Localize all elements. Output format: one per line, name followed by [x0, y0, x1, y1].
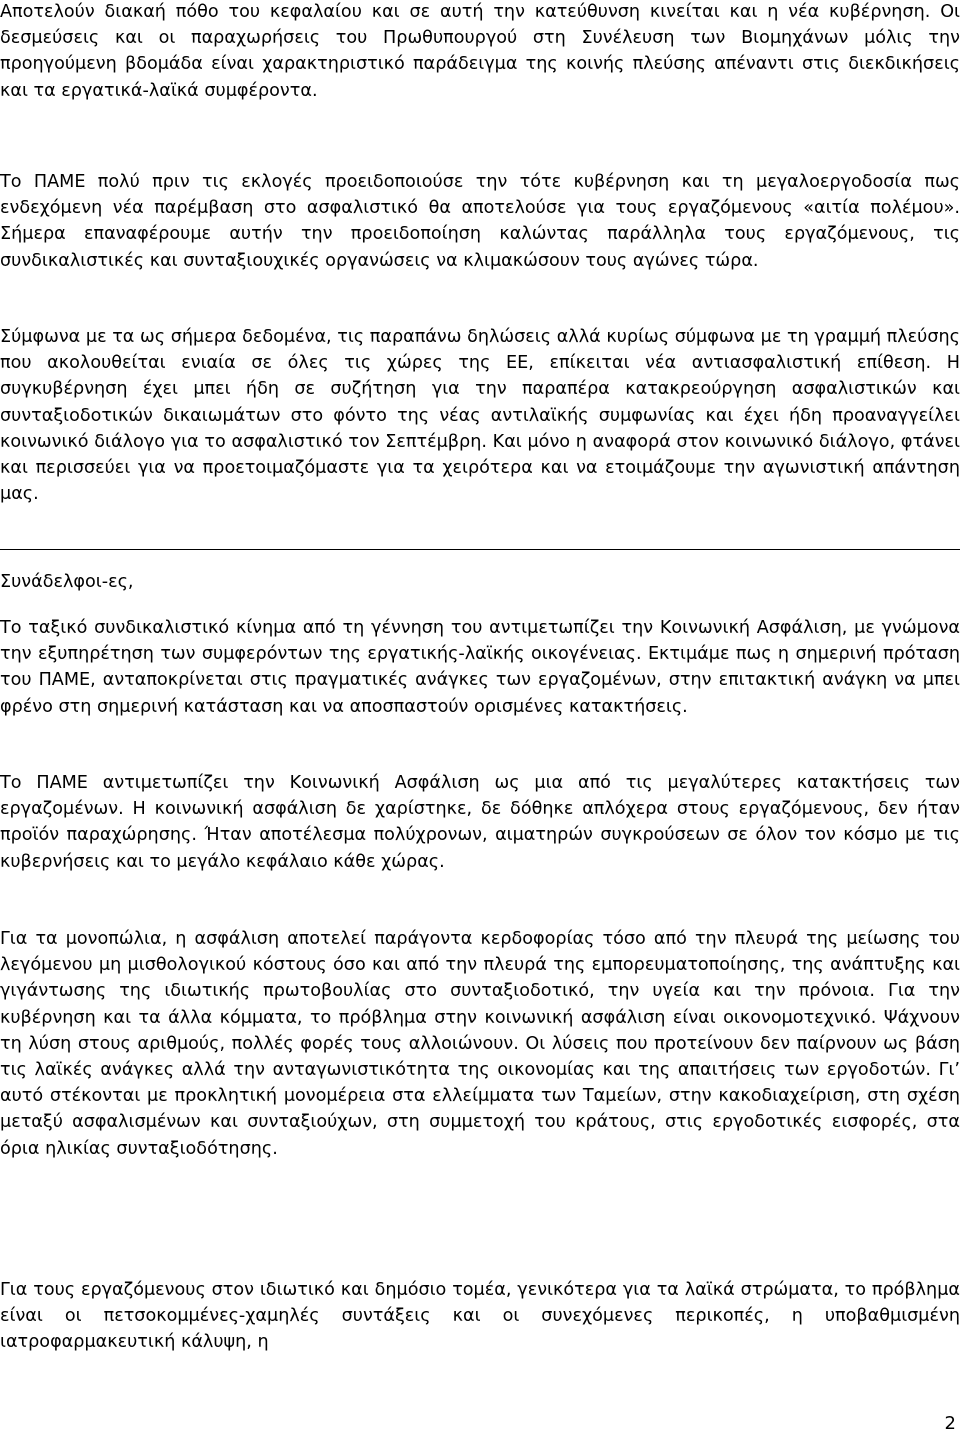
- paragraph-4: Το ταξικό συνδικαλιστικό κίνημα από τη γέννηση του αντιμετωπίζει την Κοινωνική Ασφάλιση, με γνώμονα την εξυπηρέτηση των συμφερόντων της εργατικής-λαϊκής οικογένειας. Εκτιμάμε πως η σημερινή πρόταση του ΠΑΜΕ, ανταποκρίνεται στις πραγματικές ανάγκες των εργαζομένων, στην επιτακτική ανάγκη να μπει φρένο στη σημερινή κατάσταση και να αποσπαστούν ορισμένες κατακτήσεις.: [0, 618, 960, 717]
- paragraph-2: Το ΠΑΜΕ πολύ πριν τις εκλογές προειδοποιούσε την τότε κυβέρνηση και τη μεγαλοεργοδοσία πως ενδεχόμενη νέα παρέμβαση στο ασφαλιστικό θα αποτελούσε για τους εργαζόμενους «αιτία πολέμου». Σήμερα επαναφέρουμε αυτήν την προειδοποίηση καλώντας παράλληλα τους εργαζόμενους, τις συνδικαλιστικές και συνταξιουχικές οργανώσεις να κλιμακώσουν τους αγώνες τώρα.: [0, 172, 960, 271]
- paragraph-1: Αποτελούν διακαή πόθο του κεφαλαίου και σε αυτή την κατεύθυνση κινείται και η νέα κυβέρνηση. Οι δεσμεύσεις και οι παραχωρήσεις του Πρωθυπουργού στη Συνέλευση των Βιομηχάνων μόλις την προηγούμενη βδομάδα είναι χαρακτηριστικό παράδειγμα της κοινής πλεύσης απέναντι στις διεκδικήσεις και τα εργατικά-λαϊκά συμφέροντα.: [0, 2, 960, 101]
- paragraph-5: Το ΠΑΜΕ αντιμετωπίζει την Κοινωνική Ασφάλιση ως μια από τις μεγαλύτερες κατακτήσεις των εργαζομένων. Η κοινωνική ασφάλιση δε χαρίστηκε, δε δόθηκε απλόχερα στους εργαζόμενους, δεν ήταν προϊόν παραχώρησης. Ήταν αποτέλεσμα πολύχρονων, αιματηρών συγκρούσεων σε όλον τον κόσμο με τις κυβερνήσεις και το μεγάλο κεφάλαιο κάθε χώρας.: [0, 773, 960, 872]
- paragraph-6: Για τα μονοπώλια, η ασφάλιση αποτελεί παράγοντα κερδοφορίας τόσο από την πλευρά της μείωσης του λεγόμενου μη μισθολογικού κόστους όσο και από την πλευρά της εμπορευματοποίησης, της ανάπτυξης και γιγάντωσης της ιδιωτικής πρωτοβουλίας στο συνταξιοδοτικό, την υγεία και την πρόνοια. Για την κυβέρνηση και τα άλλα κόμματα, το πρόβλημα στην κοινωνική ασφάλιση είναι οικονομοτεχνικό. Ψάχνουν τη λύση στους αριθμούς, πολλές φορές τους αλλοιώνουν. Οι λύσεις που προτείνουν δεν παίρνουν ως βάση τις λαϊκές ανάγκες αλλά την ανταγωνιστικότητα της οικονομίας και της απαιτήσεις των εργοδοτών. Γι’ αυτό στέκονται με προκλητική μονομέρεια στα ελλείμματα των Ταμείων, στην κακοδιαχείριση, στη σχέση μεταξύ ασφαλισμένων και συνταξιούχων, στη συμμετοχή του κράτους, στις εργοδοτικές εισφορές, στα όρια ηλικίας συνταξιοδότησης.: [0, 929, 960, 1159]
- salutation: Συνάδελφοι-ες,: [0, 572, 134, 592]
- section-divider: [0, 549, 960, 550]
- page-number: 2: [944, 1413, 956, 1434]
- paragraph-7: Για τους εργαζόμενους στον ιδιωτικό και δημόσιο τομέα, γενικότερα για τα λαϊκά στρώματα, το πρόβλημα είναι οι πετσοκομμένες-χαμηλές συντάξεις και οι συνεχόμενες περικοπές, η υποβαθμισμένη ιατροφαρμακευτική κάλυψη, η: [0, 1280, 960, 1353]
- paragraph-3: Σύμφωνα με τα ως σήμερα δεδομένα, τις παραπάνω δηλώσεις αλλά κυρίως σύμφωνα με τη γραμμή πλεύσης που ακολουθείται ενιαία σε όλες τις χώρες της ΕΕ, επίκειται νέα αντιασφαλιστική επίθεση. Η συγκυβέρνηση έχει μπει ήδη σε συζήτηση για την παραπέρα κατακρεούργηση ασφαλιστικών και συνταξιοδοτικών δικαιωμάτων στο φόντο της νέας αντιλαϊκής συμφωνίας και έχει ήδη προαναγγείλει κοινωνικό διάλογο για το ασφαλιστικό τον Σεπτέμβρη. Και μόνο η αναφορά στον κοινωνικό διάλογο, φτάνει και περισσεύει για να προετοιμαζόμαστε για τα χειρότερα και να ετοιμάζουμε την αγωνιστική απάντηση μας.: [0, 327, 960, 505]
